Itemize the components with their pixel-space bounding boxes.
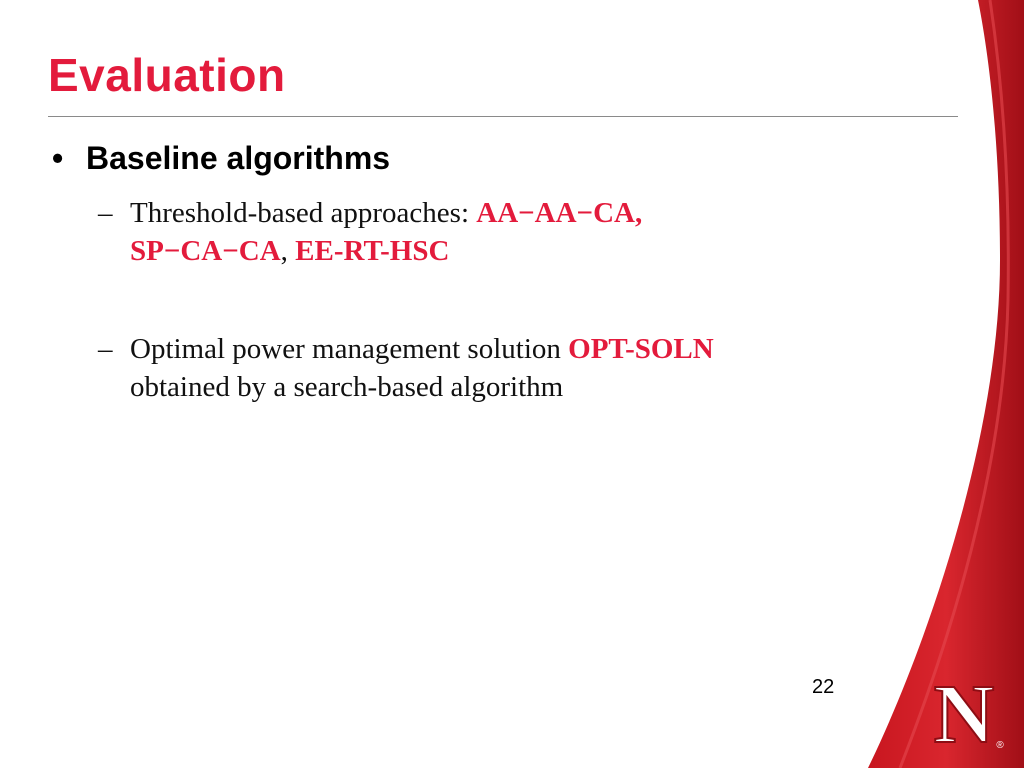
title-divider [48, 116, 958, 117]
algo-aa-aa-ca: AA−AA−CA, [476, 197, 643, 229]
dash-marker: – [98, 333, 113, 365]
logo-letter: N [933, 672, 995, 752]
algo-opt-soln: OPT-SOLN [568, 333, 714, 365]
bullet-dot-icon: • [52, 140, 64, 176]
page-number: 22 [812, 676, 835, 698]
bullet-text: Baseline algorithms [86, 140, 391, 176]
algo-sp-ca-ca: SP−CA−CA [130, 235, 281, 267]
subitem-threshold [98, 194, 642, 270]
algo-ee-rt-hsc: EE-RT-HSC [295, 235, 450, 267]
registered-mark: ® [996, 740, 1004, 751]
slide-title: Evaluation [48, 49, 286, 101]
nebraska-n-logo [922, 672, 1006, 752]
separator-text: , [280, 235, 296, 267]
dash-marker: – [98, 197, 113, 229]
subitem-optimal [98, 330, 714, 406]
bullet-baseline-algorithms [52, 140, 390, 177]
subitem-tail-text: obtained by a search-based algorithm [130, 371, 564, 403]
subitem-lead-text: Threshold-based approaches: [130, 197, 477, 229]
subitem-lead-text: Optimal power management solution [130, 333, 569, 365]
